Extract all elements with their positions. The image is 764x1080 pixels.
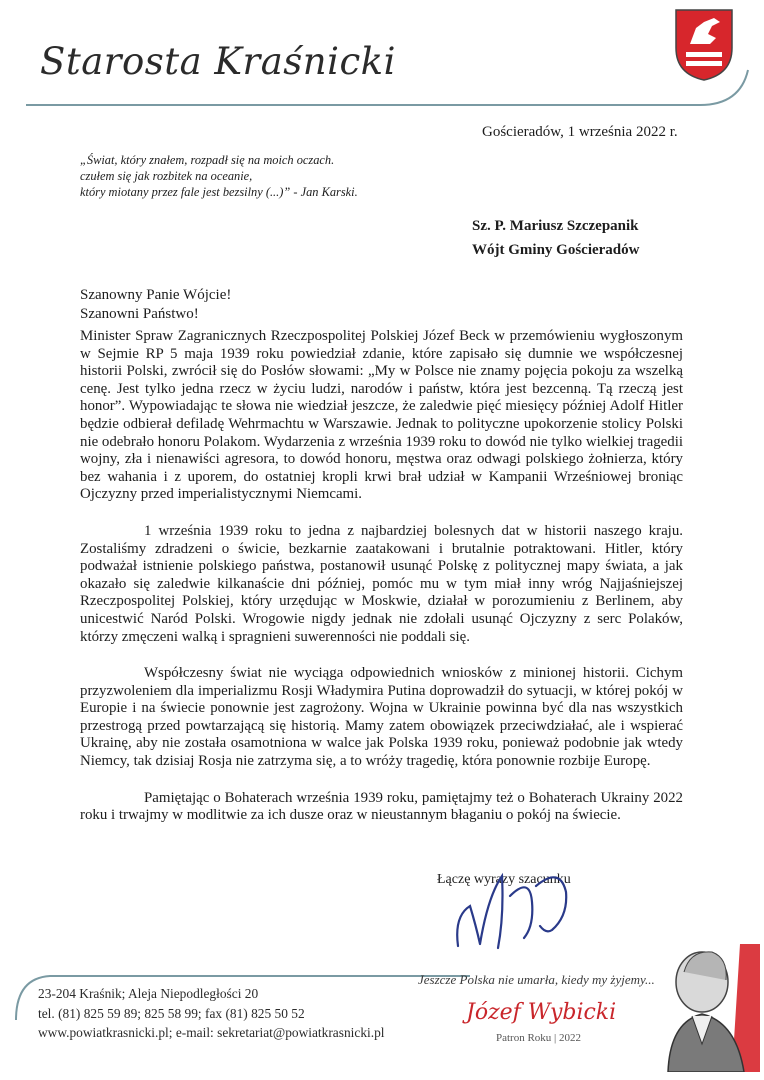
body-paragraph: Minister Spraw Zagranicznych Rzeczpospolitej Polskiej Józef Beck w przemówieniu wygłoszonym w Sejmie RP 5 maja 1939 roku powiedział zdanie, które zapisało się dumnie we współczesnej historii Polski, zwrócił się do Posłów słowami: „My w Polsce nie znamy pojęcia pokoju za wszelką cenę. Jest tylko jedna rzecz w życiu ludzi, narodów i państw, która jest bezcenną. Tą rzeczą jest honor”. Wypowiadając te słowa nie wiedział jeszcze, że zaledwie pięć miesięcy później Adolf Hitler będzie odbierał defiladę Wehrmachtu w Warszawie. Jednak to polityczne upokorzenie stolicy Polski nie odebrało honoru Polakom. Wydarzenia z września 1939 roku to dowód nie tylko wielkiej tragedii wojny, zła i nienawiści agresora, to dowód honoru, męstwa oraz odwagi polskiego żołnierza, który bez wahania i z uporem, do ostatniej kropli krwi brał udział w Kampanii Wrześniowej broniąc Ojczyzny przed imperialistycznymi Niemcami. <box>80 328 683 503</box>
quote-line: „Świat, który znałem, rozpadł się na moich oczach. <box>80 153 335 167</box>
body-paragraph: 1 września 1939 roku to jedna z najbardziej bolesnych dat w historii naszego kraju. Zostaliśmy zdradzeni o świcie, bezkarnie zaatakowani i brutalnie potraktowani. Hitler, który podważał istnienie polskiego państwa, postanowił usunąć Polskę z politycznej mapy świata, a jak okazało się zaledwie kilkanaście dni później, pomóc mu w tym miał inny wróg Najjaśniejszej Rzeczpospolitej Polskiej, który urzędując w Moskwie, działał w porozumieniu z Berlinem, aby unicestwić Naród Polski. Wrogowie nigdy jednak nie zdołali usunąć Ojczyzny z serc Polaków, którzy zmęczeni walką i spragnieni suwerenności nie poddali się. <box>80 522 683 645</box>
patron-caption: Patron Roku | 2022 <box>496 1032 582 1044</box>
handwritten-signature <box>440 856 590 956</box>
letterhead-title: Starosta Kraśnicki <box>40 40 396 83</box>
greeting-block <box>80 286 231 324</box>
closing-phrase: Łączę wyrazy szacunku <box>437 872 571 887</box>
addressee-block <box>472 214 639 262</box>
coat-of-arms-icon <box>674 8 734 82</box>
addressee-title: Wójt Gminy Gościeradów <box>472 242 640 258</box>
phone-line: tel. (81) 825 59 89; 825 58 99; fax (81) 825 50 52 <box>38 1005 305 1021</box>
patron-name: Józef Wybicki <box>466 1000 617 1025</box>
footer-address <box>38 984 385 1043</box>
address-line: 23-204 Kraśnik; Aleja Niepodległości 20 <box>38 986 259 1001</box>
patron-portrait-icon <box>620 932 760 1072</box>
body-paragraph: Pamiętając o Bohaterach września 1939 roku, pamiętajmy też o Bohaterach Ukrainy 2022 roku i trwajmy w modlitwie za ich dusze oraz w nieustannym błaganiu o pokój na świecie. <box>80 789 683 824</box>
letterhead-divider <box>26 104 658 106</box>
web-email-line: www.powiatkrasnicki.pl; e-mail: sekretariat@powiatkrasnicki.pl <box>38 1025 385 1041</box>
anthem-motto: Jeszcze Polska nie umarła, kiedy my żyjemy... <box>418 972 655 987</box>
epigraph-quote <box>80 152 440 200</box>
greeting-line: Szanowni Państwo! <box>80 306 199 322</box>
quote-line: czułem się jak rozbitek na oceanie, <box>80 169 253 183</box>
letter-date: Gościeradów, 1 września 2022 r. <box>482 124 678 140</box>
greeting-line: Szanowny Panie Wójcie! <box>80 287 232 303</box>
addressee-name: Sz. P. Mariusz Szczepanik <box>472 218 639 234</box>
body-paragraph: Współczesny świat nie wyciąga odpowiednich wniosków z minionej historii. Cichym przyzwoleniem dla imperializmu Rosji Władymira Putina doprowadził do sytuacji, w której pokój w Europie i na świecie ponownie jest zagrożony. Wojna w Ukrainie powinna być dla nas wszystkich przestrogą przed powtarzającą się historią. Mamy zatem obowiązek przeciwdziałać, ale i wspierać Ukrainę, aby nie została osamotniona w walce jak Polska 1939 roku, ponieważ podobnie jak wtedy Niemcy, tak dzisiaj Rosja nie zatrzyma się, a to wróży tragedię, która ponownie rozbije Europę. <box>80 665 683 770</box>
letter-body <box>80 328 683 844</box>
quote-line: który miotany przez fale jest bezsilny (...)” - Jan Karski. <box>80 185 358 199</box>
